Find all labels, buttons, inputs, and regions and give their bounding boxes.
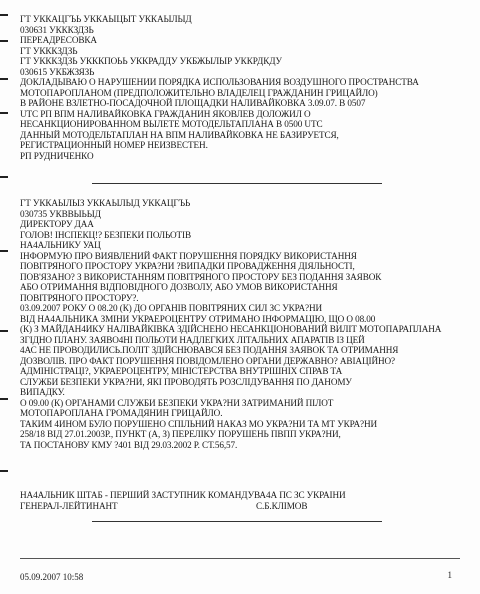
telegram-line: ДАННЫЙ МОТОДЕЛЬТАПЛАН НА ВПМ НАЛИВАЙКОВКА НЕ БАЗИРУЕТСЯ, — [20, 129, 339, 140]
telegram-line: 258/18 ВIД 27.01.2003Р., ПУНКТ (А, З) ПЕРЕЛIКУ ПОРУШЕНЬ ПВПП УКРА?НИ, — [20, 429, 341, 439]
telegram-line: 030735 УКВВЫЬЫД — [20, 208, 101, 219]
telegram-line: ТАКИМ 4ИНОМ БУЛО ПОРУШЕНО СПIЛЬНИЙ НАКАЗ МО УКРА?НИ ТА МТ УКРА?НИ — [20, 418, 378, 429]
scan-edge-mark — [0, 40, 8, 42]
telegram-line: 030615 УКБЖЗЯЗЬ — [20, 66, 95, 77]
telegram-line: ГТ УККАЫЛЫЗ УККАЫЛЫД УККАЦГЪЬ — [20, 198, 191, 208]
telegram-line: 03.09.2007 РОКУ О 08.20 (К) ДО ОРГАНIВ ПОВIТРЯНИХ СИЛ ЗС УКРА?НИ — [20, 303, 323, 313]
page-number: 1 — [447, 570, 452, 580]
telegram-section-1 — [20, 14, 478, 161]
scan-edge-mark — [0, 470, 8, 472]
telegram-line: ЗГIДНО ПЛАНУ. ЗАЯВО4НI ПОЛЬОТИ НАДЛЕГКИХ ЛIТАЛЬНИХ АПАРАТIВ IЗ ЦЕЙ — [20, 334, 365, 345]
scan-edge-mark — [0, 78, 8, 80]
footer-timestamp: 05.09.2007 10:58 — [20, 572, 84, 582]
scan-edge-mark — [0, 398, 8, 400]
section-divider — [92, 183, 382, 184]
telegram-line: ПОВ'ЯЗАНО? З ВИКОРИСТАННЯМ ПОВIТРЯНОГО ПРОСТОРУ БЕЗ ПОДАННЯ ЗАЯВОК — [20, 271, 382, 282]
telegram-line: НЕСАНКЦИОНИРОВАННОМ ВЫЛЕТЕ МОТОДЕЛЬТАПЛАНА В 0500 UTC — [20, 119, 323, 129]
telegram-line: ПОВIТРЯНОГО ПРОСТОРУ УКРА?НИ ?ВИПАДКИ ПРОВАДЖЕННЯ ДIЯЛЬНОСТI, — [20, 261, 355, 271]
telegram-line: (К) З МАЙДАН4ИКУ НАЛIВАЙКIВКА ЗДIЙСНЕНО НЕСАНКЦIОНОВАНИЙ ВИЛIТ МОТОПАРАПЛАНА — [20, 324, 442, 334]
telegram-line: UTC РП ВПМ НАЛИВАЙКОВКА ГРАЖДАНИН ЯКОВЛЕВ ДОЛОЖИЛ О — [20, 108, 311, 119]
telegram-line: ГТ УККАЦГЪЬ УККАЫЦЫТ УККАЫЛЫД — [20, 14, 192, 24]
telegram-line: АДМIНIСТРАЦI?, УКРАЕРОЦЕНТРУ, МIНIСТЕРСТВА ВНУТРIШНIХ СПРАВ ТА — [20, 366, 343, 376]
signature-block — [20, 490, 478, 511]
telegram-line: МОТОПАРОПЛАНА ГРОМАДЯНИН ГРИЦАЙЛО. — [20, 408, 223, 418]
telegram-line: ВИПАДКУ. — [20, 387, 65, 397]
signature-title: НА4АЛЬНИК ШТАБ - ПЕРШИЙ ЗАСТУПНИК КОМАНДУВА4А ПС ЗС УКРАIНИ — [20, 490, 346, 500]
telegram-line: В РАЙОНЕ ВЗЛЕТНО-ПОСАДОЧНОЙ ПЛОЩАДКИ НАЛИВАЙКОВКА 3.09.07. В 0507 — [20, 98, 366, 108]
signature-rank-text: ГЕНЕРАЛ-ЛЕЙТИНАНТ — [20, 500, 118, 511]
scan-edge-mark — [0, 176, 8, 178]
telegram-line: ПОВIТРЯНОГО ПРОСТОРУ?. — [20, 292, 139, 303]
telegram-line: СЛУЖБИ БЕЗПЕКИ УКРА?НИ, ЯКI ПРОВОДЯТЬ РОЗСЛIДУВАННЯ ПО ДАНОМУ — [20, 376, 352, 387]
scan-edge-mark — [0, 112, 8, 114]
signature-rank — [20, 501, 478, 512]
section-divider — [92, 521, 382, 522]
telegram-line: АБО ОТРИМАННЯ ВIДПОВIДНОГО ДОЗВОЛУ, АБО УМОВ ВИКОРИСТАННЯ — [20, 282, 338, 292]
scan-edge-mark — [0, 250, 8, 252]
telegram-line: IНФОРМУЮ ПРО ВИЯВЛЕНИЙ ФАКТ ПОРУШЕННЯ ПОРЯДКУ ВИКОРИСТАННЯ — [20, 250, 357, 261]
telegram-line: ДОЗВОЛIВ. ПРО ФАКТ ПОРУШЕННЯ ПОВIДОМЛЕНО ОРГАНИ ДЕРЖАВНО? АВIАЦIЙНО? — [20, 355, 396, 366]
telegram-line: ДИРЕКТОРУ ДАА — [20, 219, 94, 229]
telegram-line: РП РУДНИЧЕНКО — [20, 150, 94, 161]
telegram-section-2 — [20, 198, 478, 450]
telegram-line: ПЕРЕАДРЕСОВКА — [20, 35, 97, 45]
telegram-line: 030631 УКККЗДЗЬ — [20, 24, 94, 35]
telegram-line: ВIД НА4АЛЬНИКА ЗМIНИ УКРАЕРОЦЕНТРУ ОТРИМАНО IНФОРМАЦIЮ, ЩО О 08.00 — [20, 313, 376, 324]
telegram-line: О 09.00 (К) ОРГАНАМИ СЛУЖБИ БЕЗПЕКИ УКРА?НИ ЗАТРИМАНИЙ ПIЛОТ — [20, 397, 334, 408]
telegram-line: РЕГИСТРАЦИОННЫЙ НОМЕР НЕИЗВЕСТЕН. — [20, 140, 208, 150]
telegram-line: 4АС НЕ ПРОВОДИЛИСЬ.ПОЛIТ ЗДIЙСНЮВАВСЯ БЕЗ ПОДАННЯ ЗАЯВОК ТА ОТРИМАННЯ — [20, 345, 399, 355]
telegram-line: МОТОПАРОПЛАНОМ (ПРЕДПОЛОЖИТЕЛЬНО ВЛАДЕЛЕЦ ГРАЖДАНИН ГРИЦАЙЛО) — [20, 87, 378, 98]
scan-edge-mark — [0, 14, 8, 16]
signature-name: С.Б.КЛIМОВ — [256, 500, 308, 511]
telegram-line: ГОЛОВ! IНСПЕКЦ!? БЕЗПЕКИ ПОЛЬОТIВ — [20, 229, 192, 240]
telegram-line: ГТ УКККЗДЗЬ УКККПОЬЬ УККРАДДУ УКБЖЫЛЫР УККРДКДУ — [20, 56, 282, 66]
scan-edge-mark — [0, 330, 8, 332]
telegram-line: ТА ПОСТАНОВУ КМУ ?401 ВIД 29.03.2002 Р. СТ.56,57. — [20, 439, 238, 450]
telegram-line: ДОКЛАДЫВАЮ О НАРУШЕНИИ ПОРЯДКА ИСПОЛЬЗОВАНИЯ ВОЗДУШНОГО ПРОСТРАНСТВА — [20, 77, 419, 87]
telegram-line: ГТ УКККЗДЗЬ — [20, 45, 78, 56]
footer-divider — [20, 558, 460, 559]
telegram-line: НА4АЛЬНИКУ УАЦ — [20, 240, 101, 250]
